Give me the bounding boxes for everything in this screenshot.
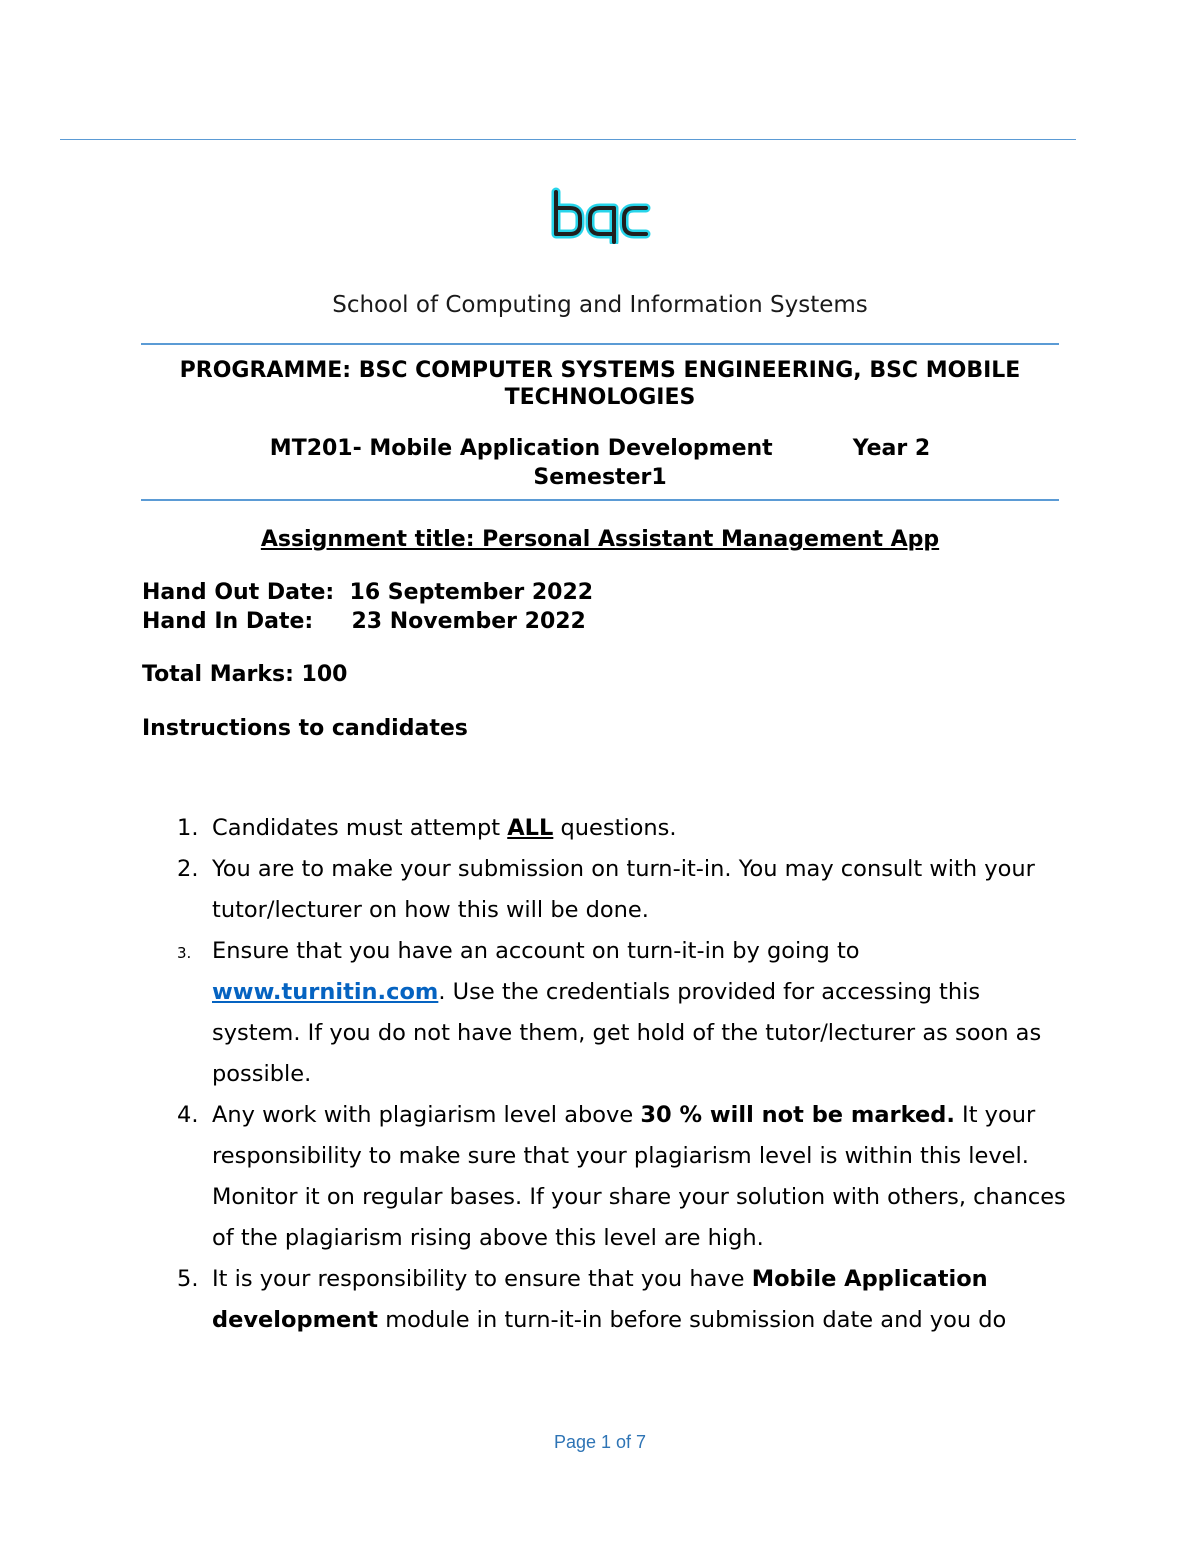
- list-item: [142, 808, 1072, 849]
- school-name: School of Computing and Information Systems: [332, 292, 868, 318]
- item-text: It is your responsibility to ensure that you have: [212, 1266, 752, 1292]
- list-item: [142, 849, 1072, 931]
- item-number: 5.: [177, 1266, 199, 1292]
- item-text: questions.: [553, 815, 677, 841]
- item-text: . Use the credentials provided for accessing this system. If you do not have them, get hold of the tutor/lecturer as soon as possible.: [212, 979, 1042, 1087]
- module-year: Year 2: [852, 436, 931, 461]
- header-rule: [141, 343, 1059, 345]
- assignment-title: Assignment title: Personal Assistant Management App: [260, 527, 940, 552]
- instructions-list: [142, 808, 1072, 1341]
- item-text: You are to make your submission on turn-it-in. You may consult with your tutor/lecturer on how this will be done.: [212, 856, 1035, 923]
- item-number: 1.: [177, 815, 199, 841]
- item-number: 2.: [177, 856, 199, 882]
- programme-title: PROGRAMME: BSC COMPUTER SYSTEMS ENGINEERING, BSC MOBILE TECHNOLOGIES: [179, 358, 1021, 410]
- header-top-rule: [60, 139, 1076, 140]
- list-item: [142, 1095, 1072, 1259]
- header-bottom-rule: [141, 499, 1059, 501]
- item-emphasis: ALL: [507, 815, 554, 841]
- list-item: [142, 1259, 1072, 1341]
- item-number: 3.: [177, 944, 192, 962]
- list-item: [142, 931, 1072, 1095]
- module-code-title: MT201- Mobile Application Development: [269, 436, 773, 461]
- hand-in-date: Hand In Date: 23 November 2022: [142, 609, 586, 634]
- module-semester: Semester1: [533, 465, 667, 490]
- item-number: 4.: [177, 1102, 199, 1128]
- item-text: Candidates must attempt: [212, 815, 508, 841]
- total-marks: Total Marks: 100: [142, 662, 348, 687]
- page-number: Page 1 of 7: [553, 1432, 647, 1452]
- item-text: Any work with plagiarism level above: [212, 1102, 641, 1128]
- bqc-logo: [548, 186, 652, 244]
- item-text: module in turn-it-in before submission date and you do: [378, 1307, 1007, 1333]
- instructions-heading: Instructions to candidates: [142, 716, 468, 741]
- item-emphasis: Mobile Application development: [212, 1266, 988, 1333]
- item-text: It your responsibility to make sure that your plagiarism level is within this level. Monitor it on regular bases. If your share your solution with others, chances of the plagiarism rising above this level are high.: [212, 1102, 1066, 1251]
- item-text: Ensure that you have an account on turn-it-in by going to: [212, 938, 860, 964]
- turnitin-link[interactable]: www.turnitin.com: [212, 979, 439, 1005]
- item-emphasis: 30 % will not be marked.: [640, 1102, 955, 1128]
- module-info: [140, 434, 1060, 492]
- hand-out-date: Hand Out Date: 16 September 2022: [142, 580, 594, 605]
